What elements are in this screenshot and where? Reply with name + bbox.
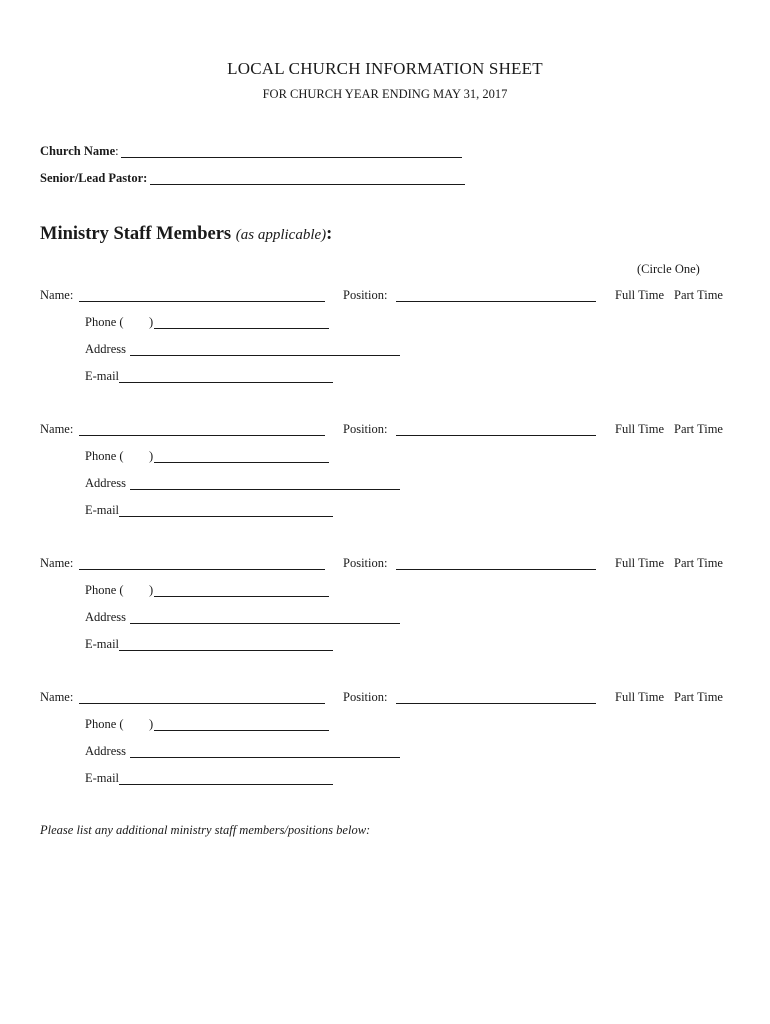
staff-address-label: Address [85,744,126,758]
staff-section-title-text: Ministry Staff Members [40,224,232,244]
staff-address-field[interactable] [130,489,400,490]
staff-email-field[interactable] [119,650,333,651]
staff-position-field[interactable] [396,569,596,570]
staff-phone-label: Phone ( [85,449,124,463]
staff-phone-label: Phone ( [85,315,124,329]
full-time-option[interactable]: Full Time [615,690,664,704]
staff-email-label: E-mail [85,637,120,651]
part-time-option[interactable]: Part Time [674,422,723,436]
staff-phone-field[interactable] [154,730,329,731]
staff-position-field[interactable] [396,435,596,436]
staff-email-field[interactable] [119,784,333,785]
staff-name-label: Name: [40,422,74,436]
staff-section-title-colon: : [326,224,333,244]
staff-address-label: Address [85,342,126,356]
staff-email-label: E-mail [85,369,120,383]
additional-staff-note: Please list any additional ministry staff members/positions below: [40,823,371,837]
church-name-label: Church Name [40,144,116,158]
church-name-colon: : [115,144,119,158]
part-time-option[interactable]: Part Time [674,556,723,570]
staff-address-field[interactable] [130,355,400,356]
staff-name-label: Name: [40,288,74,302]
staff-name-field[interactable] [79,703,325,704]
staff-phone-field[interactable] [154,596,329,597]
staff-address-label: Address [85,610,126,624]
staff-address-field[interactable] [130,757,400,758]
church-name-label-group [40,144,119,159]
part-time-option[interactable]: Part Time [674,288,723,302]
full-time-option[interactable]: Full Time [615,422,664,436]
staff-phone-label: Phone ( [85,717,124,731]
staff-phone-close-paren: ) [149,717,154,731]
staff-email-label: E-mail [85,503,120,517]
document-title: LOCAL CHURCH INFORMATION SHEET [227,59,543,78]
circle-one-note: (Circle One) [637,262,700,276]
staff-email-field[interactable] [119,382,333,383]
staff-phone-close-paren: ) [149,583,154,597]
full-time-option[interactable]: Full Time [615,288,664,302]
pastor-label: Senior/Lead Pastor: [40,171,148,185]
staff-position-label: Position: [343,288,388,302]
staff-address-field[interactable] [130,623,400,624]
staff-email-field[interactable] [119,516,333,517]
part-time-option[interactable]: Part Time [674,690,723,704]
staff-section-title-paren: (as applicable) [235,227,327,243]
staff-name-field[interactable] [79,569,325,570]
staff-name-label: Name: [40,556,74,570]
staff-phone-close-paren: ) [149,315,154,329]
staff-phone-field[interactable] [154,328,329,329]
staff-email-label: E-mail [85,771,120,785]
staff-position-label: Position: [343,556,388,570]
staff-section-title [40,224,332,245]
staff-name-label: Name: [40,690,74,704]
document-subtitle: FOR CHURCH YEAR ENDING MAY 31, 2017 [262,87,508,101]
church-name-field[interactable] [121,157,462,158]
staff-phone-label: Phone ( [85,583,124,597]
staff-position-label: Position: [343,690,388,704]
staff-name-field[interactable] [79,301,325,302]
staff-phone-close-paren: ) [149,449,154,463]
staff-name-field[interactable] [79,435,325,436]
staff-position-field[interactable] [396,301,596,302]
staff-phone-field[interactable] [154,462,329,463]
full-time-option[interactable]: Full Time [615,556,664,570]
staff-address-label: Address [85,476,126,490]
staff-position-label: Position: [343,422,388,436]
pastor-field[interactable] [150,184,465,185]
staff-position-field[interactable] [396,703,596,704]
